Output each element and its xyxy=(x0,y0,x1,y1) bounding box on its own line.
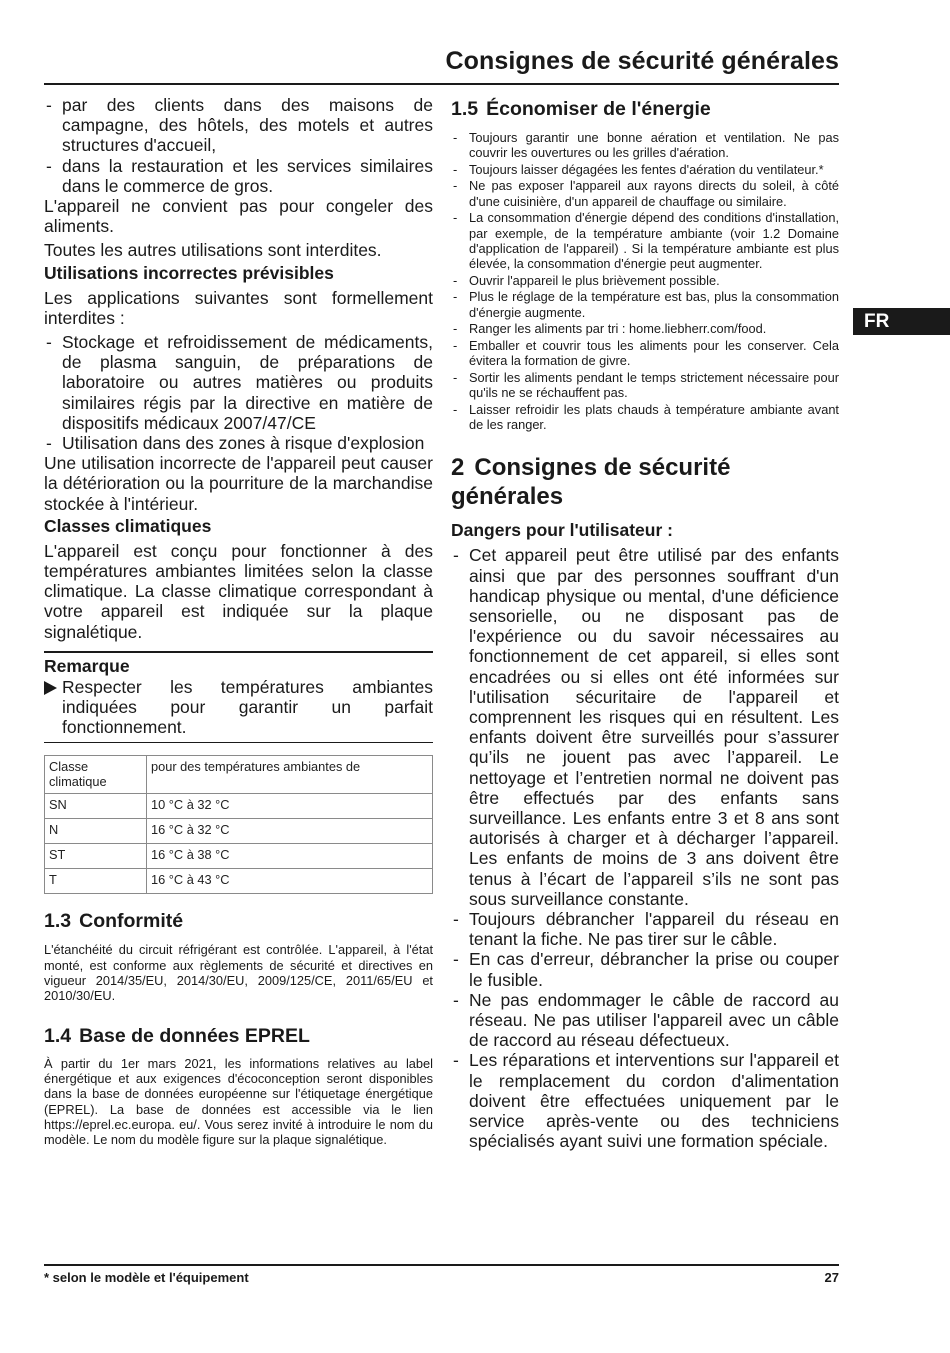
header-rule xyxy=(44,83,839,85)
table-header-cell: pour des températures ambiantes de xyxy=(147,756,433,794)
list-item: - Laisser refroidir les plats chauds à température ambiante avant de les ranger. xyxy=(451,402,839,433)
incorrect-use-heading: Utilisations incorrectes prévisibles xyxy=(44,262,334,283)
list-item: - Toujours débrancher l'appareil du réseau en tenant la fiche. Ne pas tirer sur le câble. xyxy=(451,909,839,949)
list-item: - Ouvrir l'appareil le plus brièvement possible. xyxy=(451,273,839,288)
section-1-3-heading xyxy=(44,909,433,933)
list-item: - Toujours garantir une bonne aération et ventilation. Ne pas couvrir les ouvertures ou les grilles d'aération. xyxy=(451,130,839,161)
page-header-title: Consignes de sécurité générales xyxy=(445,47,839,75)
table-row xyxy=(45,844,433,869)
page-number: 27 xyxy=(824,1270,839,1285)
table-header-row xyxy=(45,756,433,794)
table-cell: ST xyxy=(45,844,147,869)
footer-note: * selon le modèle et l'équipement xyxy=(44,1270,249,1285)
energy-bullets xyxy=(451,130,839,432)
section-1-5-heading xyxy=(451,97,839,121)
table-cell: N xyxy=(45,819,147,844)
table-row xyxy=(45,794,433,819)
user-dangers-heading: Dangers pour l'utilisateur : xyxy=(451,520,673,541)
arrow-right-icon xyxy=(44,681,57,695)
table-cell: 16 °C à 43 °C xyxy=(147,869,433,894)
list-item: - Ne pas endommager le câble de raccord au réseau. Ne pas utiliser l'appareil avec un câble de raccord au réseau défectueux. xyxy=(451,990,839,1051)
paragraph-congeler: L'appareil ne convient pas pour congeler des aliments. xyxy=(44,196,433,237)
climate-heading: Classes climatiques xyxy=(44,515,212,536)
table-row xyxy=(45,819,433,844)
section-number: 1.5 xyxy=(451,98,479,120)
paragraph-autres: Toutes les autres utilisations sont interdites. xyxy=(44,240,382,261)
section-title: Conformité xyxy=(79,910,184,933)
list-item: - Utilisation dans des zones à risque d'explosion xyxy=(44,433,433,453)
table-cell: T xyxy=(45,869,147,894)
list-item: - Ranger les aliments par tri : home.liebherr.com/food. xyxy=(451,321,839,336)
list-item: - Plus le réglage de la température est bas, plus la consommation d'énergie augmente. xyxy=(451,289,839,320)
section-number: 1.4 xyxy=(44,1024,72,1047)
list-item: - Sortir les aliments pendant le temps strictement nécessaire pour qu'ils ne se réchauffent pas. xyxy=(451,370,839,401)
section-title: Consignes de sécurité générales xyxy=(451,454,731,511)
table-cell: 16 °C à 38 °C xyxy=(147,844,433,869)
list-item: - En cas d'erreur, débrancher la prise ou couper le fusible. xyxy=(451,949,839,989)
safety-bullets xyxy=(451,545,839,1151)
list-item: - La consommation d'énergie dépend des conditions d'installation, par exemple, de la température ambiante (voir 1.2 Domaine d'application de l'appareil) . Si la température ambiante est plus élevée, la consommation d'énergie peut augmenter. xyxy=(451,210,839,271)
list-item: - dans la restauration et les services similaires dans le commerce de gros. xyxy=(44,156,433,196)
section-1-3-text: L'étanchéité du circuit réfrigérant est contrôlée. L'appareil, à l'état monté, est conforme aux règlements de sécurité et directives en vigueur 2014/35/EU, 2014/30/EU, 2009/125/CE, 2011/65/EU et 2010/30/EU. xyxy=(44,942,433,1004)
list-item: - Toujours laisser dégagées les fentes d'aération du ventilateur.* xyxy=(451,162,839,177)
incorrect-use-intro: Les applications suivantes sont formellement interdites : xyxy=(44,287,433,328)
climate-table xyxy=(44,755,433,894)
table-header-cell: Classe climatique xyxy=(45,756,147,794)
table-cell: 10 °C à 32 °C xyxy=(147,794,433,819)
section-title: Base de données EPREL xyxy=(79,1024,310,1047)
note-top-rule xyxy=(44,651,433,653)
section-1-4-text: À partir du 1er mars 2021, les informations relatives au label énergétique et aux exigences d'écoconception seront disponibles dans la base de données européenne sur l'étiquetage énergétique (EPREL). La base de données est accessible via le lien https://eprel.ec.europa. eu/. Vous serez invité à introduire le nom du modèle. Le nom du modèle figure sur la plaque signalétique. xyxy=(44,1055,433,1148)
incorrect-use-bullets xyxy=(44,332,433,453)
list-item: - Les réparations et interventions sur l'appareil et le remplacement du cordon d'alimentation doivent être effectuées uniquement par le service après-vente ou des techniciens spécialisés ayant suivi une formation spéciale. xyxy=(451,1050,839,1151)
left-column xyxy=(44,95,433,1147)
list-item: - Ne pas exposer l'appareil aux rayons directs du soleil, à côté d'une cuisinière, d'un appareil de chauffage ou similaire. xyxy=(451,178,839,209)
section-2-heading xyxy=(451,453,839,511)
section-title: Économiser de l'énergie xyxy=(486,98,711,120)
language-tab: FR xyxy=(853,308,950,335)
intro-bullets xyxy=(44,95,433,196)
section-number: 1.3 xyxy=(44,910,72,933)
right-column xyxy=(451,95,839,1151)
incorrect-use-consequence: Une utilisation incorrecte de l'appareil peut causer la détérioration ou la pourriture de la marchandise stockée à l'intérieur. xyxy=(44,453,433,514)
climate-text: L'appareil est conçu pour fonctionner à des températures ambiantes limitées selon la classe climatique. La classe climatique correspondant à votre appareil est indiquée sur la plaque signalétique. xyxy=(44,540,433,642)
list-item: - Stockage et refroidissement de médicaments, de plasma sanguin, de préparations de laboratoire ou autres matières ou produits similaires régis par la directive en matière de dispositifs médicaux 2007/47/CE xyxy=(44,332,433,433)
list-item: - Cet appareil peut être utilisé par des enfants ainsi que par des personnes souffrant d'un handicap physique ou mental, d'une déficience sensorielle, ou ne disposant pas de l'expérience ou du savoir nécessaires au fonctionnement de cet appareil, si elles sont encadrées ou si elles ont été informées sur l'utilisation sécuritaire de l'appareil et comprennent les risques qui en résultent. Les enfants doivent être surveillés pour s’assurer qu’ils ne jouent pas avec l’appareil. Le nettoyage et l’entretien normal ne doivent pas être effectués par des enfants sans surveillance. Les enfants entre 3 et 8 ans sont autorisés à charger et à décharger l’appareil. Les enfants de moins de 3 ans doivent être tenus à l’écart de l’appareil s’ils ne sont pas sous surveillance constante. xyxy=(451,545,839,909)
table-cell: SN xyxy=(45,794,147,819)
table-row xyxy=(45,869,433,894)
section-number: 2 xyxy=(451,454,465,482)
note-item xyxy=(44,677,433,738)
table-cell: 16 °C à 32 °C xyxy=(147,819,433,844)
note-text: Respecter les températures ambiantes indiquées pour garantir un parfait fonctionnement. xyxy=(62,676,433,738)
section-1-4-heading xyxy=(44,1024,433,1048)
list-item: - Emballer et couvrir tous les aliments pour les conserver. Cela évitera la formation de givre. xyxy=(451,338,839,369)
list-item: - par des clients dans des maisons de campagne, des hôtels, des motels et autres structures d'accueil, xyxy=(44,95,433,156)
footer-rule xyxy=(44,1264,839,1266)
note-title: Remarque xyxy=(44,655,130,676)
note-bottom-rule xyxy=(44,742,433,743)
